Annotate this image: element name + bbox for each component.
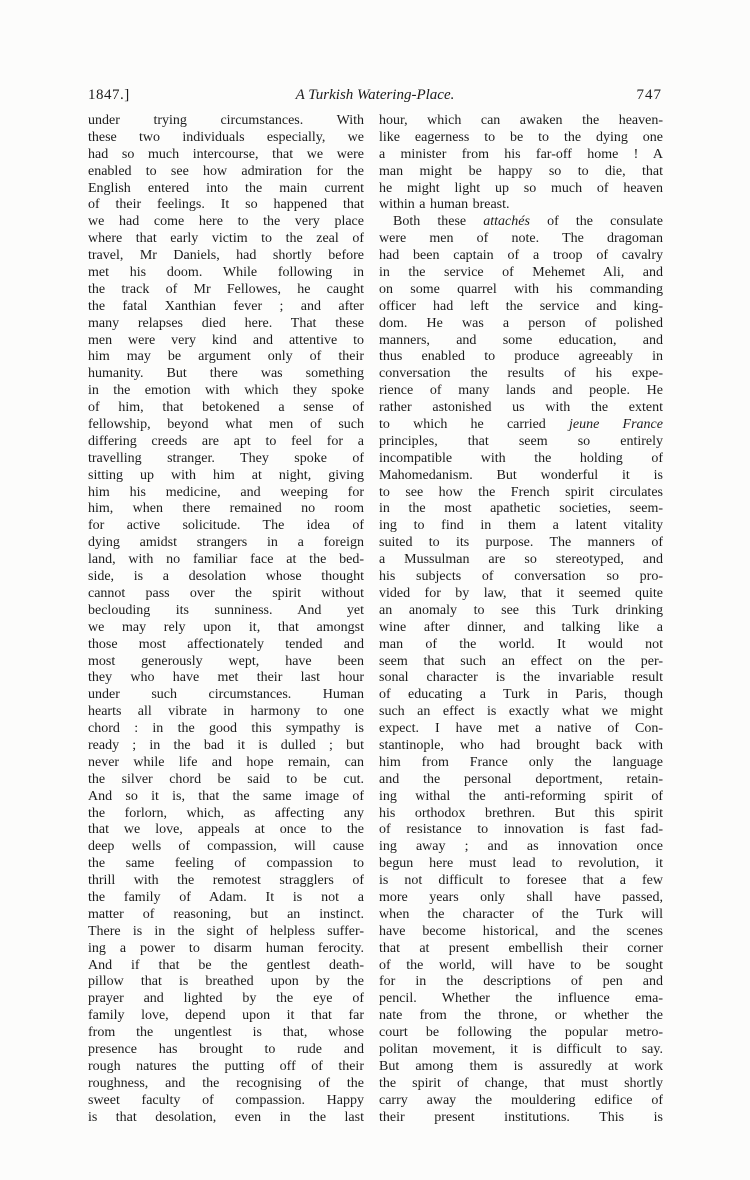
- text-line: rience of many lands and people. He: [379, 383, 663, 399]
- text-line: like eagerness to be to the dying one: [379, 129, 663, 145]
- text-line: where that early victim to the zeal of: [88, 231, 364, 247]
- text-line: the family of Adam. It is not a: [88, 889, 364, 905]
- text-line: the track of Mr Fellowes, he caught: [88, 281, 364, 297]
- text-line: Both these attachés of the consulate: [393, 214, 663, 230]
- text-line: to which he carried jeune France: [379, 417, 663, 433]
- text-line: within a human breast.: [379, 197, 510, 213]
- text-line: that we love, appeals at once to the: [88, 822, 364, 838]
- text-line: we had come here to the very place: [88, 214, 364, 230]
- text-line: met his doom. While following in: [88, 265, 364, 281]
- text-line: suited to its purpose. The manners of: [379, 535, 663, 551]
- text-line: that at present embellish their corner: [379, 940, 663, 956]
- text-line: many relapses died here. That these: [88, 315, 364, 331]
- text-line: a Mussulman are so stereotyped, and: [379, 552, 663, 568]
- text-line: presence has brought to rude and: [88, 1041, 364, 1057]
- text-line: on some quarrel with his commanding: [379, 281, 663, 297]
- text-line: him, when there remained no room: [88, 501, 364, 517]
- text-line: travel, Mr Daniels, had shortly before: [88, 248, 364, 264]
- text-line: an anomaly to see this Turk drinking: [379, 602, 663, 618]
- text-line: enabled to see how admiration for the: [88, 163, 364, 179]
- text-line: more years only shall have passed,: [379, 889, 663, 905]
- text-line: for in the descriptions of pen and: [379, 974, 663, 990]
- text-line: their present institutions. This is: [379, 1109, 663, 1125]
- text-line: and the personal deportment, retain-: [379, 771, 663, 787]
- text-line: to see how the French spirit circulates: [379, 484, 663, 500]
- text-line: ing a power to disarm human ferocity.: [88, 940, 364, 956]
- text-line: humanity. But there was something: [88, 366, 364, 382]
- text-line: him his medicine, and weeping for: [88, 484, 364, 500]
- text-line: these two individuals especially, we: [88, 129, 364, 145]
- text-line: in the service of Mehemet Ali, and: [379, 265, 663, 281]
- text-line: a minister from his far-off home ! A: [379, 146, 663, 162]
- text-line: And so it is, that the same image of: [88, 788, 364, 804]
- text-line: under such circumstances. Human: [88, 687, 364, 703]
- text-line: when the character of the Turk will: [379, 906, 663, 922]
- text-line: sitting up with him at night, giving: [88, 467, 364, 483]
- text-line: vided for by law, that it seemed quite: [379, 585, 663, 601]
- text-line: ready ; in the bad it is dulled ; but: [88, 737, 364, 753]
- text-line: rough natures the putting off of their: [88, 1058, 364, 1074]
- page-header: [88, 87, 662, 106]
- text-line: wine after dinner, and talking like a: [379, 619, 663, 635]
- header-year: 1847.]: [88, 87, 130, 103]
- text-line: incompatible with the holding of: [379, 450, 663, 466]
- text-line: rather astonished us with the extent: [379, 400, 663, 416]
- text-line: hearts all vibrate in harmony to one: [88, 704, 364, 720]
- text-line: him may be argument only of their: [88, 349, 364, 365]
- text-line: man of the world. It would not: [379, 636, 663, 652]
- text-line: most generously wept, have been: [88, 653, 364, 669]
- text-line: of the world, will have to be sought: [379, 957, 663, 973]
- text-line: he might light up so much of heaven: [379, 180, 663, 196]
- text-line: under trying circumstances. With: [88, 113, 364, 128]
- text-line: carry away the mouldering edifice of: [379, 1092, 663, 1108]
- text-line: There is in the sight of helpless suffer-: [88, 923, 364, 939]
- text-line: court be following the popular metro-: [379, 1025, 663, 1041]
- text-line: politan movement, it is difficult to say.: [379, 1041, 663, 1057]
- text-line: for active solicitude. The idea of: [88, 518, 364, 534]
- text-line: the fatal Xanthian fever ; and after: [88, 298, 364, 314]
- right-column: [379, 113, 663, 1126]
- text-line: seem that such an effect on the per-: [379, 653, 663, 669]
- text-line: travelling stranger. They spoke of: [88, 450, 364, 466]
- text-line: expect. I have met a native of Con-: [379, 721, 663, 737]
- text-line: had so much intercourse, that we were: [88, 146, 364, 162]
- text-line: ing to find in them a latent vitality: [379, 518, 663, 534]
- text-line: is not difficult to foresee that a few: [379, 873, 663, 889]
- text-line: begun here must lead to revolution, it: [379, 856, 663, 872]
- text-line: of him, that betokened a sense of: [88, 400, 364, 416]
- text-line: had been captain of a troop of cavalry: [379, 248, 663, 264]
- text-line: the same feeling of compassion to: [88, 856, 364, 872]
- text-line: dom. He was a person of polished: [379, 315, 663, 331]
- text-line: the forlorn, which, as affecting any: [88, 805, 364, 821]
- text-line: his orthodox brethren. But this spirit: [379, 805, 663, 821]
- text-line: Mahomedanism. But wonderful it is: [379, 467, 663, 483]
- header-page-number: 747: [636, 87, 662, 103]
- left-column: [88, 113, 364, 1126]
- text-line: men were very kind and attentive to: [88, 332, 364, 348]
- text-line: never while life and hope remain, can: [88, 754, 364, 770]
- text-line: prayer and lighted by the eye of: [88, 991, 364, 1007]
- text-line: roughness, and the recognising of the: [88, 1075, 364, 1091]
- text-line: beclouding its sunniness. And yet: [88, 602, 364, 618]
- text-line: thrill with the remotest stragglers of: [88, 873, 364, 889]
- text-line: man might be happy so to die, that: [379, 163, 663, 179]
- text-line: ing away ; and as innovation once: [379, 839, 663, 855]
- text-line: pillow that is breathed upon by the: [88, 974, 364, 990]
- text-line: pencil. Whether the influence ema-: [379, 991, 663, 1007]
- text-line: manners, and some education, and: [379, 332, 663, 348]
- text-line: stantinople, who had brought back with: [379, 737, 663, 753]
- text-line: cannot pass over the spirit without: [88, 585, 364, 601]
- text-line: deep wells of compassion, will cause: [88, 839, 364, 855]
- text-line: sonal character is the invariable result: [379, 670, 663, 686]
- text-line: And if that be the gentlest death-: [88, 957, 364, 973]
- text-line: those most affectionately tended and: [88, 636, 364, 652]
- text-line: him from France only the language: [379, 754, 663, 770]
- text-line: in the most apathetic societies, seem-: [379, 501, 663, 517]
- text-line: principles, that seem so entirely: [379, 433, 663, 449]
- text-line: English entered into the main current: [88, 180, 364, 196]
- text-line: of resistance to innovation is fast fad-: [379, 822, 663, 838]
- text-line: is that desolation, even in the last: [88, 1109, 364, 1125]
- text-line: differing creeds are apt to feel for a: [88, 433, 364, 449]
- text-line: side, is a desolation whose thought: [88, 569, 364, 585]
- text-line: in the emotion with which they spoke: [88, 383, 364, 399]
- text-line: we may rely upon it, that amongst: [88, 619, 364, 635]
- text-line: have become historical, and the scenes: [379, 923, 663, 939]
- text-line: of educating a Turk in Paris, though: [379, 687, 663, 703]
- text-line: family love, depend upon it that far: [88, 1008, 364, 1024]
- text-line: chord : in the good this sympathy is: [88, 721, 364, 737]
- text-line: hour, which can awaken the heaven-: [379, 113, 663, 128]
- text-line: they who have met their last hour: [88, 670, 364, 686]
- text-line: nate from the throne, or whether the: [379, 1008, 663, 1024]
- text-line: land, with no familiar face at the bed-: [88, 552, 364, 568]
- text-line: thus enabled to produce agreeably in: [379, 349, 663, 365]
- text-line: of their feelings. It so happened that: [88, 197, 364, 213]
- text-line: such an effect is exactly what we might: [379, 704, 663, 720]
- text-line: matter of reasoning, but an instinct.: [88, 906, 364, 922]
- text-line: conversation the results of his expe-: [379, 366, 663, 382]
- text-line: officer had left the service and king-: [379, 298, 663, 314]
- text-line: dying amidst strangers in a foreign: [88, 535, 364, 551]
- text-line: from the ungentlest is that, whose: [88, 1025, 364, 1041]
- text-line: ing withal the anti-reforming spirit of: [379, 788, 663, 804]
- text-line: the spirit of change, that must shortly: [379, 1075, 663, 1091]
- text-line: fellowship, beyond what men of such: [88, 417, 364, 433]
- text-line: But among them is assuredly at work: [379, 1058, 663, 1074]
- text-line: were men of note. The dragoman: [379, 231, 663, 247]
- text-line: the silver chord be said to be cut.: [88, 771, 364, 787]
- text-line: sweet faculty of compassion. Happy: [88, 1092, 364, 1108]
- text-line: his subjects of conversation so pro-: [379, 569, 663, 585]
- header-title: A Turkish Watering-Place.: [295, 87, 455, 103]
